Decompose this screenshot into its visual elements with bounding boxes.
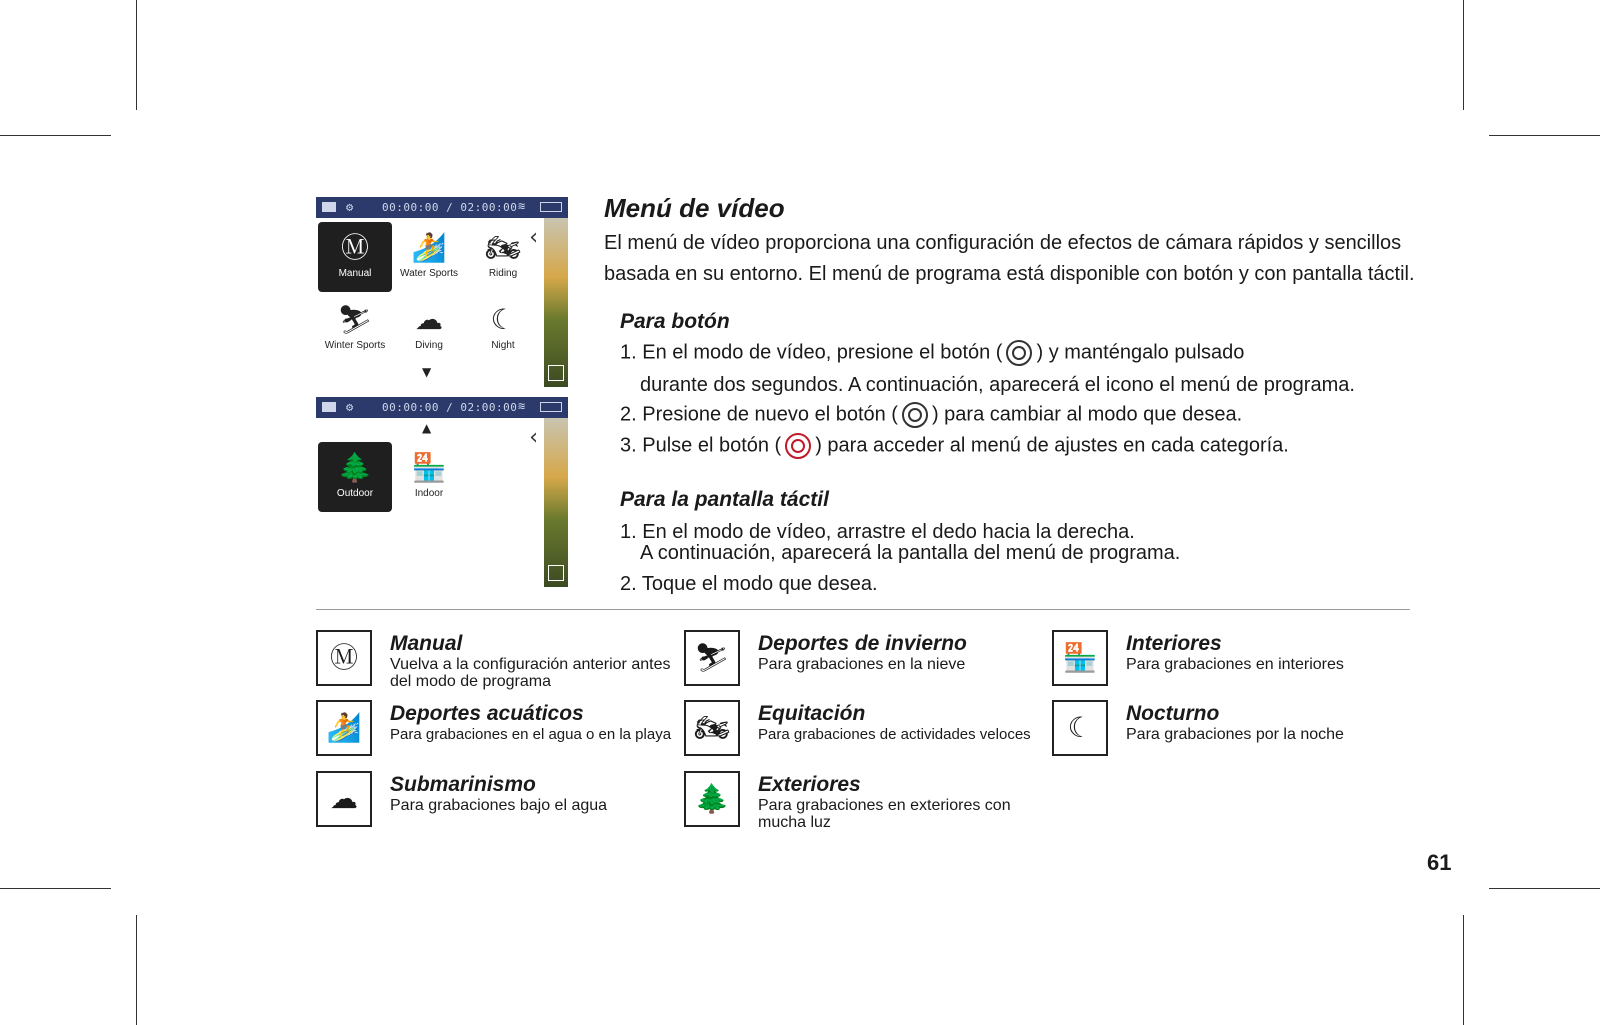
tile-label: Indoor xyxy=(414,488,444,499)
video-camera-icon xyxy=(322,402,336,412)
outdoor-icon: 🌲 xyxy=(337,451,373,484)
legend-name: Deportes acuáticos xyxy=(390,702,584,725)
crop-mark xyxy=(136,915,137,1025)
crop-mark xyxy=(136,0,137,110)
divider xyxy=(316,609,1410,610)
legend-name: Exteriores xyxy=(758,773,861,796)
tile-outdoor[interactable] xyxy=(318,442,392,512)
recording-time: 00:00:00 / 02:00:00 xyxy=(382,201,518,214)
histogram-icon xyxy=(548,565,564,581)
step-text: 2. Presione de nuevo el botón ( xyxy=(620,403,898,426)
indoor-icon: 🏪 xyxy=(1052,630,1108,686)
tile-label: Outdoor xyxy=(336,488,374,499)
touch-step-1-continued: A continuación, aparecerá la pantalla del menú de programa. xyxy=(640,542,1181,564)
legend-desc: Para grabaciones en interiores xyxy=(1126,656,1344,673)
tile-label: Water Sports xyxy=(400,268,458,279)
tile-manual[interactable] xyxy=(318,222,392,292)
crop-mark xyxy=(1489,888,1600,889)
crop-mark xyxy=(0,888,111,889)
legend-name: Submarinismo xyxy=(390,773,536,796)
button-icon xyxy=(1006,340,1032,366)
wifi-icon: ≋ xyxy=(518,399,526,413)
indoor-icon: 🏪 xyxy=(411,451,447,484)
touch-step-2: 2. Toque el modo que desea. xyxy=(620,573,878,595)
button-step-2 xyxy=(620,402,1242,428)
intro-paragraph: El menú de vídeo proporciona una configuración de efectos de cámara rápidos y sencillos basada en su entorno. El menú de programa está disponible con botón y con pantalla táctil. xyxy=(604,232,1415,285)
diving-icon: ☁ xyxy=(415,303,443,336)
status-bar xyxy=(316,397,568,418)
riding-icon: 🏍 xyxy=(684,700,740,756)
legend-outdoor xyxy=(684,771,1044,835)
legend-water-sports xyxy=(316,700,676,764)
riding-icon: 🏍 xyxy=(485,231,521,264)
chevron-left-icon[interactable]: ‹ xyxy=(529,225,538,250)
histogram-icon xyxy=(548,365,564,381)
step-text: ) para acceder al menú de ajustes en cada categoría. xyxy=(815,434,1289,457)
crop-mark xyxy=(1463,0,1464,110)
page-title: Menú de vídeo xyxy=(604,193,785,223)
touch-step-1: 1. En el modo de vídeo, arrastre el dedo hacia la derecha. xyxy=(620,521,1135,543)
button-step-1 xyxy=(620,340,1244,366)
legend-name: Equitación xyxy=(758,702,866,725)
manual-icon: Ⓜ xyxy=(316,630,372,686)
video-camera-icon xyxy=(322,202,336,212)
motorcycle-icon: ⚙ xyxy=(346,200,354,214)
tile-label: Night xyxy=(491,340,515,351)
tile-riding[interactable] xyxy=(466,222,540,292)
tile-label: Manual xyxy=(338,268,372,279)
water-sports-icon: 🏄 xyxy=(411,231,447,264)
page-number: 61 xyxy=(1427,850,1452,875)
crop-mark xyxy=(1489,135,1600,136)
tile-indoor[interactable] xyxy=(392,442,466,512)
legend-name: Nocturno xyxy=(1126,702,1220,725)
tile-label: Diving xyxy=(415,340,443,351)
arrow-down-icon[interactable]: ▼ xyxy=(422,365,432,379)
preview-strip xyxy=(544,218,568,387)
legend-desc: Para grabaciones bajo el agua xyxy=(390,797,608,814)
touch-section-heading: Para la pantalla táctil xyxy=(620,488,829,511)
legend-name: Deportes de invierno xyxy=(758,632,967,655)
chevron-left-icon[interactable]: ‹ xyxy=(529,425,538,450)
arrow-up-icon[interactable]: ▲ xyxy=(422,421,432,435)
outdoor-icon: 🌲 xyxy=(684,771,740,827)
legend-desc: Vuelva a la configuración anterior antes del modo de programa xyxy=(390,656,671,690)
step-text: 1. En el modo de vídeo, presione el botón ( xyxy=(620,341,1003,364)
manual-icon: Ⓜ xyxy=(340,231,369,264)
legend-desc: Para grabaciones por la noche xyxy=(1126,726,1344,743)
legend-desc: Para grabaciones en el agua o en la playa xyxy=(390,726,672,743)
night-icon: ☾ xyxy=(1052,700,1108,756)
button-icon xyxy=(902,402,928,428)
tile-label: Winter Sports xyxy=(324,340,386,351)
legend-riding xyxy=(684,700,1044,764)
step-text: ) para cambiar al modo que desea. xyxy=(931,403,1243,426)
diving-icon: ☁ xyxy=(316,771,372,827)
battery-icon xyxy=(540,202,562,212)
crop-mark xyxy=(1463,915,1464,1025)
tile-night[interactable] xyxy=(466,294,540,364)
step-text: ) y manténgalo pulsado xyxy=(1036,341,1245,364)
legend-diving xyxy=(316,771,676,835)
legend-indoor xyxy=(1052,630,1412,694)
tile-diving[interactable] xyxy=(392,294,466,364)
legend-desc: Para grabaciones de actividades veloces xyxy=(758,726,1031,743)
motorcycle-icon: ⚙ xyxy=(346,400,354,414)
legend-name: Interiores xyxy=(1126,632,1222,655)
battery-icon xyxy=(540,402,562,412)
camera-screen-1 xyxy=(316,197,568,387)
record-button-icon xyxy=(785,433,811,459)
preview-strip xyxy=(544,418,568,587)
button-section-heading: Para botón xyxy=(620,310,730,333)
winter-sports-icon: ⛷ xyxy=(337,303,373,336)
recording-time: 00:00:00 / 02:00:00 xyxy=(382,401,518,414)
winter-sports-icon: ⛷ xyxy=(684,630,740,686)
legend-desc: Para grabaciones en la nieve xyxy=(758,656,966,673)
step-text: 3. Pulse el botón ( xyxy=(620,434,782,457)
water-sports-icon: 🏄 xyxy=(316,700,372,756)
button-step-1-continued: durante dos segundos. A continuación, aparecerá el icono el menú de programa. xyxy=(640,374,1355,396)
status-bar xyxy=(316,197,568,218)
night-icon: ☾ xyxy=(490,303,516,336)
tile-label: Riding xyxy=(488,268,518,279)
legend-winter-sports xyxy=(684,630,1044,694)
camera-screen-2 xyxy=(316,397,568,587)
legend-desc: Para grabaciones en exteriores con mucha luz xyxy=(758,797,1011,831)
legend-name: Manual xyxy=(390,632,463,655)
crop-mark xyxy=(0,135,111,136)
tile-winter-sports[interactable] xyxy=(318,294,392,364)
tile-water-sports[interactable] xyxy=(392,222,466,292)
button-step-3 xyxy=(620,433,1289,459)
legend-manual xyxy=(316,630,676,694)
legend-night xyxy=(1052,700,1412,764)
wifi-icon: ≋ xyxy=(518,199,526,213)
